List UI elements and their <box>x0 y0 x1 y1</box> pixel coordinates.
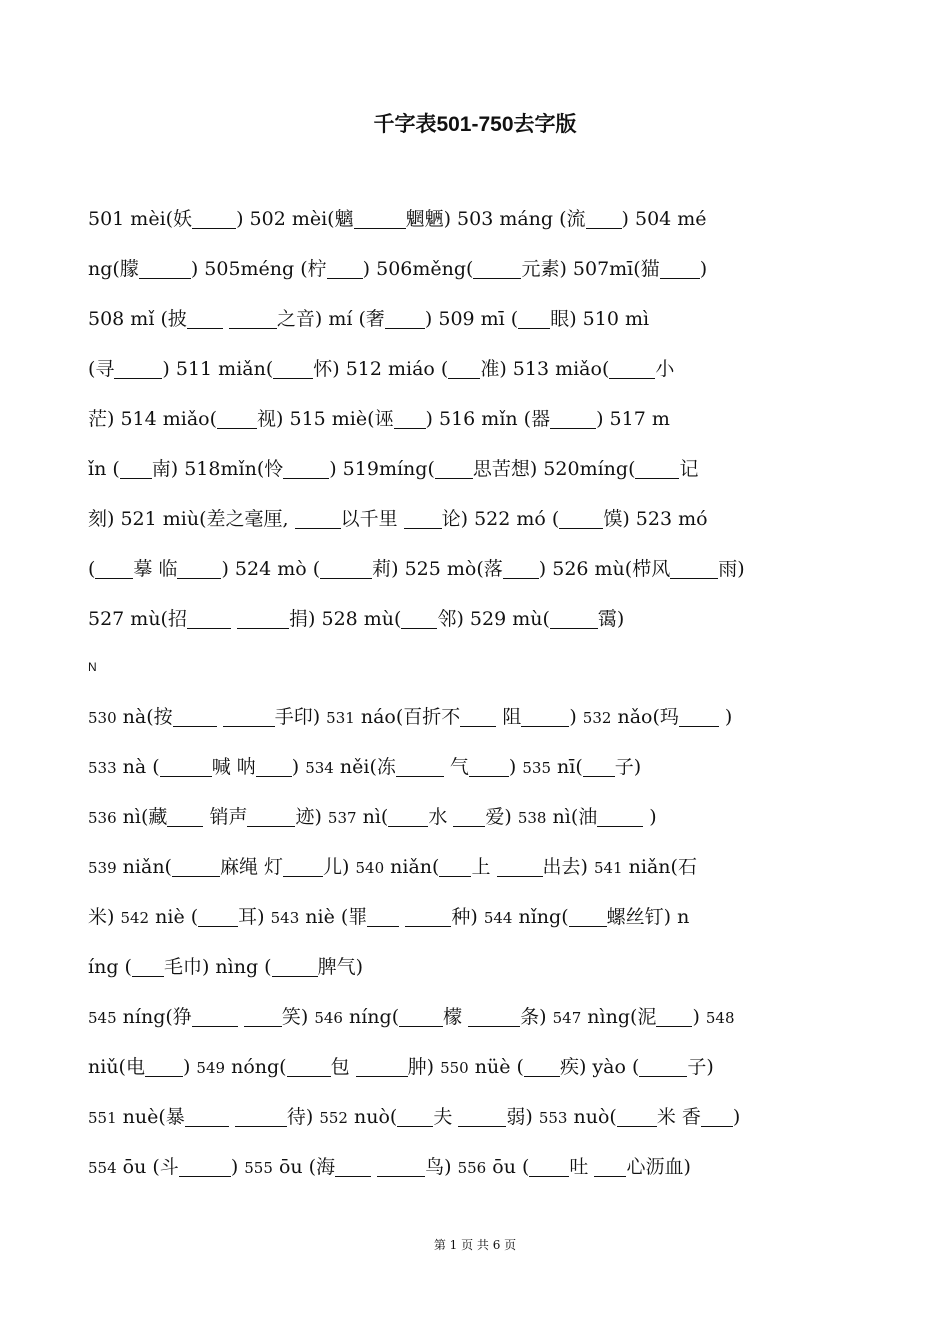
line-text: nì( <box>356 806 389 828</box>
answer-blank[interactable] <box>448 358 480 379</box>
item-number: 545 <box>88 1009 117 1027</box>
line-text: 元素) 507mī(猫 <box>521 258 660 280</box>
line-text: ) 502 mèi(魑 <box>236 208 354 230</box>
answer-blank[interactable] <box>396 756 444 777</box>
line-text: 捐) 528 mù( <box>289 608 402 630</box>
line-text: nì(藏 <box>116 806 168 828</box>
text-line <box>88 552 863 602</box>
answer-blank[interactable] <box>388 806 428 827</box>
item-number: 534 <box>305 759 334 777</box>
answer-blank[interactable] <box>385 308 425 329</box>
line-text: 魍魉) 503 máng (流 <box>405 208 586 230</box>
answer-blank[interactable] <box>439 856 471 877</box>
answer-blank[interactable] <box>503 558 539 579</box>
item-number: 546 <box>314 1009 343 1027</box>
answer-blank[interactable] <box>187 608 231 629</box>
answer-blank[interactable] <box>377 1156 425 1177</box>
text-line <box>88 750 863 800</box>
item-number: 547 <box>552 1009 582 1027</box>
item-number: 554 <box>88 1159 117 1177</box>
answer-blank[interactable] <box>550 408 596 429</box>
answer-blank[interactable] <box>217 408 257 429</box>
answer-blank[interactable] <box>639 1056 687 1077</box>
line-text: ) <box>508 756 523 778</box>
line-text: 子) <box>614 756 642 778</box>
answer-blank[interactable] <box>679 706 719 727</box>
line-text: ) 516 mǐn (器 <box>425 408 551 430</box>
line-text: ) <box>291 756 306 778</box>
line-text: ) 509 mī ( <box>424 308 519 330</box>
line-text: 爱) <box>485 806 518 828</box>
answer-blank[interactable] <box>173 706 217 727</box>
line-text: niè ( <box>149 906 199 928</box>
line-text: 摹 临 <box>133 558 178 580</box>
answer-blank[interactable] <box>114 358 162 379</box>
item-number: 533 <box>88 759 117 777</box>
item-number: 541 <box>593 859 623 877</box>
item-number: 531 <box>326 709 355 727</box>
answer-blank[interactable] <box>569 906 607 927</box>
answer-blank[interactable] <box>160 756 212 777</box>
line-text: ōu (斗 <box>116 1156 179 1178</box>
item-number: 551 <box>88 1109 117 1127</box>
line-text: ōu (海 <box>272 1156 336 1178</box>
line-text: náo(百折不 <box>354 706 461 728</box>
line-text: ) 506měng( <box>362 258 474 280</box>
answer-blank[interactable] <box>497 856 543 877</box>
line-text: íng ( <box>88 956 132 978</box>
line-text: 笑) <box>281 1006 315 1028</box>
answer-blank[interactable] <box>469 756 509 777</box>
line-text: 之音) mí (奢 <box>276 308 385 330</box>
text-line <box>88 1150 863 1200</box>
answer-blank[interactable] <box>287 1056 331 1077</box>
block-m <box>88 202 863 652</box>
page-footer: 第 1 页 共 6 页 <box>433 1238 517 1252</box>
line-text: nóng( <box>225 1056 287 1078</box>
line-text: 出去) <box>542 856 594 878</box>
item-number: 553 <box>538 1109 568 1127</box>
text-line <box>88 452 863 502</box>
item-number: 530 <box>88 709 117 727</box>
item-number: 538 <box>517 809 547 827</box>
answer-blank[interactable] <box>458 1106 506 1127</box>
item-number: 540 <box>355 859 385 877</box>
line-text: 水 <box>428 806 454 828</box>
line-text: 邻) 529 mù( <box>437 608 550 630</box>
answer-blank[interactable] <box>473 258 521 279</box>
line-text: ) 524 mò ( <box>221 558 321 580</box>
answer-blank[interactable] <box>397 1106 433 1127</box>
line-text: 种) <box>451 906 484 928</box>
answer-blank[interactable] <box>223 706 275 727</box>
line-text: ) <box>732 1106 741 1128</box>
answer-blank[interactable] <box>656 1006 692 1027</box>
line-text: 准) 513 miǎo( <box>480 358 610 380</box>
line-text: 视) 515 miè(诬 <box>257 408 394 430</box>
item-number: 549 <box>196 1059 226 1077</box>
answer-blank[interactable] <box>229 308 277 329</box>
answer-blank[interactable] <box>187 308 223 329</box>
answer-blank[interactable] <box>635 458 679 479</box>
line-text: 檬 <box>443 1006 469 1028</box>
line-text: ) <box>182 1056 197 1078</box>
line-text: 迹) <box>295 806 328 828</box>
answer-blank[interactable] <box>145 1056 183 1077</box>
line-text: 夫 <box>433 1106 459 1128</box>
line-text: 上 <box>471 856 497 878</box>
line-text: 眼) 510 mì <box>550 308 650 330</box>
line-text: něi(冻 <box>333 756 396 778</box>
answer-blank[interactable] <box>185 1106 229 1127</box>
item-number: 556 <box>457 1159 487 1177</box>
answer-blank[interactable] <box>701 1106 733 1127</box>
item-number: 548 <box>705 1009 735 1027</box>
answer-blank[interactable] <box>354 208 406 229</box>
line-text: 弱) <box>506 1106 539 1128</box>
line-text: nuè(暴 <box>116 1106 185 1128</box>
line-text: 527 mù(招 <box>88 608 187 630</box>
answer-blank[interactable] <box>401 608 437 629</box>
answer-blank[interactable] <box>244 1006 282 1027</box>
line-text: ng(朦 <box>88 258 139 280</box>
line-text: ) <box>230 1156 245 1178</box>
line-text: nuò( <box>347 1106 398 1128</box>
answer-blank[interactable] <box>521 706 569 727</box>
block-n <box>88 700 863 1200</box>
line-text: nüè ( <box>468 1056 524 1078</box>
line-text: 莉) 525 mò(落 <box>372 558 503 580</box>
answer-blank[interactable] <box>192 1006 238 1027</box>
answer-blank[interactable] <box>198 906 238 927</box>
item-number: 552 <box>319 1109 348 1127</box>
line-text: 螺丝钉) n <box>606 906 690 928</box>
answer-blank[interactable] <box>120 458 152 479</box>
line-text: 耳) <box>238 906 271 928</box>
line-text: niè (罪 <box>299 906 368 928</box>
line-text: ǐn ( <box>88 458 120 480</box>
answer-blank[interactable] <box>453 806 485 827</box>
item-number: 539 <box>88 859 117 877</box>
item-number: 537 <box>327 809 357 827</box>
line-text: 思苦想) 520míng( <box>472 458 636 480</box>
item-number: 532 <box>582 709 612 727</box>
answer-blank[interactable] <box>320 558 372 579</box>
answer-blank[interactable] <box>609 358 655 379</box>
line-text: 霭) <box>597 608 625 630</box>
item-number: 550 <box>440 1059 469 1077</box>
line-text: 销声 <box>203 806 248 828</box>
line-text: 馍) 523 mó <box>603 508 708 530</box>
answer-blank[interactable] <box>177 558 221 579</box>
line-text: 鸟) <box>425 1156 458 1178</box>
text-line <box>88 252 863 302</box>
item-number: 544 <box>483 909 513 927</box>
answer-blank[interactable] <box>670 558 718 579</box>
line-text: ) 504 mé <box>621 208 707 230</box>
answer-blank[interactable] <box>167 806 203 827</box>
line-text: níng( <box>342 1006 400 1028</box>
line-text: ) <box>692 1006 706 1028</box>
text-line <box>88 900 863 950</box>
line-text: ) 526 mù(栉风 <box>538 558 671 580</box>
line-text: ) <box>569 706 583 728</box>
text-line <box>88 800 863 850</box>
answer-blank[interactable] <box>295 508 341 529</box>
line-text: 记 <box>679 458 699 480</box>
line-text: niǔ(电 <box>88 1056 145 1078</box>
answer-blank[interactable] <box>518 308 550 329</box>
line-text: nī( <box>551 756 583 778</box>
line-text: 米) <box>88 906 121 928</box>
answer-blank[interactable] <box>139 258 191 279</box>
answer-blank[interactable] <box>283 856 323 877</box>
answer-blank[interactable] <box>235 1106 287 1127</box>
line-text: ( <box>88 558 96 580</box>
line-text: 怀) 512 miáo ( <box>313 358 449 380</box>
text-line <box>88 700 863 750</box>
answer-blank[interactable] <box>132 956 164 977</box>
line-text: 吐 <box>569 1156 595 1178</box>
answer-blank[interactable] <box>367 906 399 927</box>
line-text: nìng(泥 <box>581 1006 657 1028</box>
answer-blank[interactable] <box>529 1156 569 1177</box>
line-text: 喊 呐 <box>211 756 256 778</box>
line-text: 疾) yào ( <box>559 1056 640 1078</box>
line-text: 米 香 <box>656 1106 701 1128</box>
line-text: ōu ( <box>486 1156 530 1178</box>
line-text: nà ( <box>116 756 160 778</box>
line-text: 儿) <box>323 856 356 878</box>
answer-blank[interactable] <box>273 358 313 379</box>
answer-blank[interactable] <box>468 1006 520 1027</box>
item-number: 543 <box>270 909 300 927</box>
line-text: 阻 <box>496 706 522 728</box>
answer-blank[interactable] <box>597 806 643 827</box>
line-text: 茫) 514 miǎo( <box>88 408 218 430</box>
text-line <box>88 302 863 352</box>
page-title: 千字表501-750去字版 <box>373 113 577 136</box>
line-text: 以千里 <box>340 508 404 530</box>
line-text: 手印) <box>274 706 327 728</box>
answer-blank[interactable] <box>594 1156 626 1177</box>
line-text: 气 <box>443 756 469 778</box>
text-line <box>88 950 863 1000</box>
line-text: 待) <box>286 1106 320 1128</box>
answer-blank[interactable] <box>394 408 426 429</box>
answer-blank[interactable] <box>550 608 598 629</box>
answer-blank[interactable] <box>583 756 615 777</box>
answer-blank[interactable] <box>559 508 603 529</box>
line-text: ) 505méng (柠 <box>190 258 327 280</box>
line-text: (寻 <box>88 358 115 380</box>
item-number: 542 <box>120 909 150 927</box>
answer-blank[interactable] <box>237 608 289 629</box>
line-text: 毛巾) nìng ( <box>163 956 272 978</box>
text-line <box>88 352 863 402</box>
line-text: nà(按 <box>116 706 173 728</box>
line-text: nì(油 <box>546 806 598 828</box>
line-text: niǎn( <box>384 856 440 878</box>
line-text: niǎn(石 <box>622 856 697 878</box>
line-text: niǎn( <box>116 856 172 878</box>
line-text: 条) <box>520 1006 553 1028</box>
text-line <box>88 1000 863 1050</box>
answer-blank[interactable] <box>256 756 292 777</box>
line-text: nǐng( <box>512 906 569 928</box>
line-text: 刻) 521 miù(差之毫厘, <box>88 508 295 530</box>
text-line <box>88 202 863 252</box>
text-line <box>88 1100 863 1150</box>
text-line <box>88 1050 863 1100</box>
answer-blank[interactable] <box>247 806 295 827</box>
line-text: ) 511 miǎn( <box>162 358 274 380</box>
line-text: 麻绳 灯 <box>219 856 284 878</box>
section-letter-n: N <box>88 660 97 674</box>
line-text: 包 <box>330 1056 356 1078</box>
answer-blank[interactable] <box>460 706 496 727</box>
answer-blank[interactable] <box>586 208 622 229</box>
line-text: 脾气) <box>317 956 363 978</box>
line-text: níng(狰 <box>116 1006 192 1028</box>
line-text: nǎo(玛 <box>611 706 679 728</box>
answer-blank[interactable] <box>405 906 451 927</box>
answer-blank[interactable] <box>179 1156 231 1177</box>
line-text: ) 517 m <box>596 408 670 430</box>
answer-blank[interactable] <box>335 1156 371 1177</box>
answer-blank[interactable] <box>192 208 236 229</box>
text-line <box>88 850 863 900</box>
line-text: 南) 518mǐn(怜 <box>151 458 284 480</box>
line-text: 论) 522 mó ( <box>441 508 560 530</box>
line-text: ) <box>643 806 657 828</box>
answer-blank[interactable] <box>660 258 700 279</box>
line-text: 501 mèi(妖 <box>88 208 193 230</box>
answer-blank[interactable] <box>617 1106 657 1127</box>
item-number: 536 <box>88 809 117 827</box>
line-text: ) <box>699 258 708 280</box>
item-number: 555 <box>244 1159 273 1177</box>
line-text: 雨) <box>718 558 745 580</box>
line-text: ) <box>718 706 733 728</box>
line-text: nuò( <box>567 1106 617 1128</box>
line-text: 子) <box>687 1056 714 1078</box>
line-text: 心沥血) <box>626 1156 691 1178</box>
text-line <box>88 502 863 552</box>
answer-blank[interactable] <box>283 458 329 479</box>
line-text: 小 <box>655 358 675 380</box>
answer-blank[interactable] <box>327 258 363 279</box>
answer-blank[interactable] <box>399 1006 443 1027</box>
line-text: 508 mǐ (披 <box>88 308 187 330</box>
answer-blank[interactable] <box>172 856 220 877</box>
text-line <box>88 402 863 452</box>
text-line <box>88 602 863 652</box>
line-text: ) 519míng( <box>329 458 435 480</box>
answer-blank[interactable] <box>95 558 133 579</box>
answer-blank[interactable] <box>356 1056 408 1077</box>
answer-blank[interactable] <box>524 1056 560 1077</box>
answer-blank[interactable] <box>272 956 318 977</box>
item-number: 535 <box>522 759 551 777</box>
answer-blank[interactable] <box>435 458 473 479</box>
answer-blank[interactable] <box>404 508 442 529</box>
line-text: 肿) <box>407 1056 441 1078</box>
